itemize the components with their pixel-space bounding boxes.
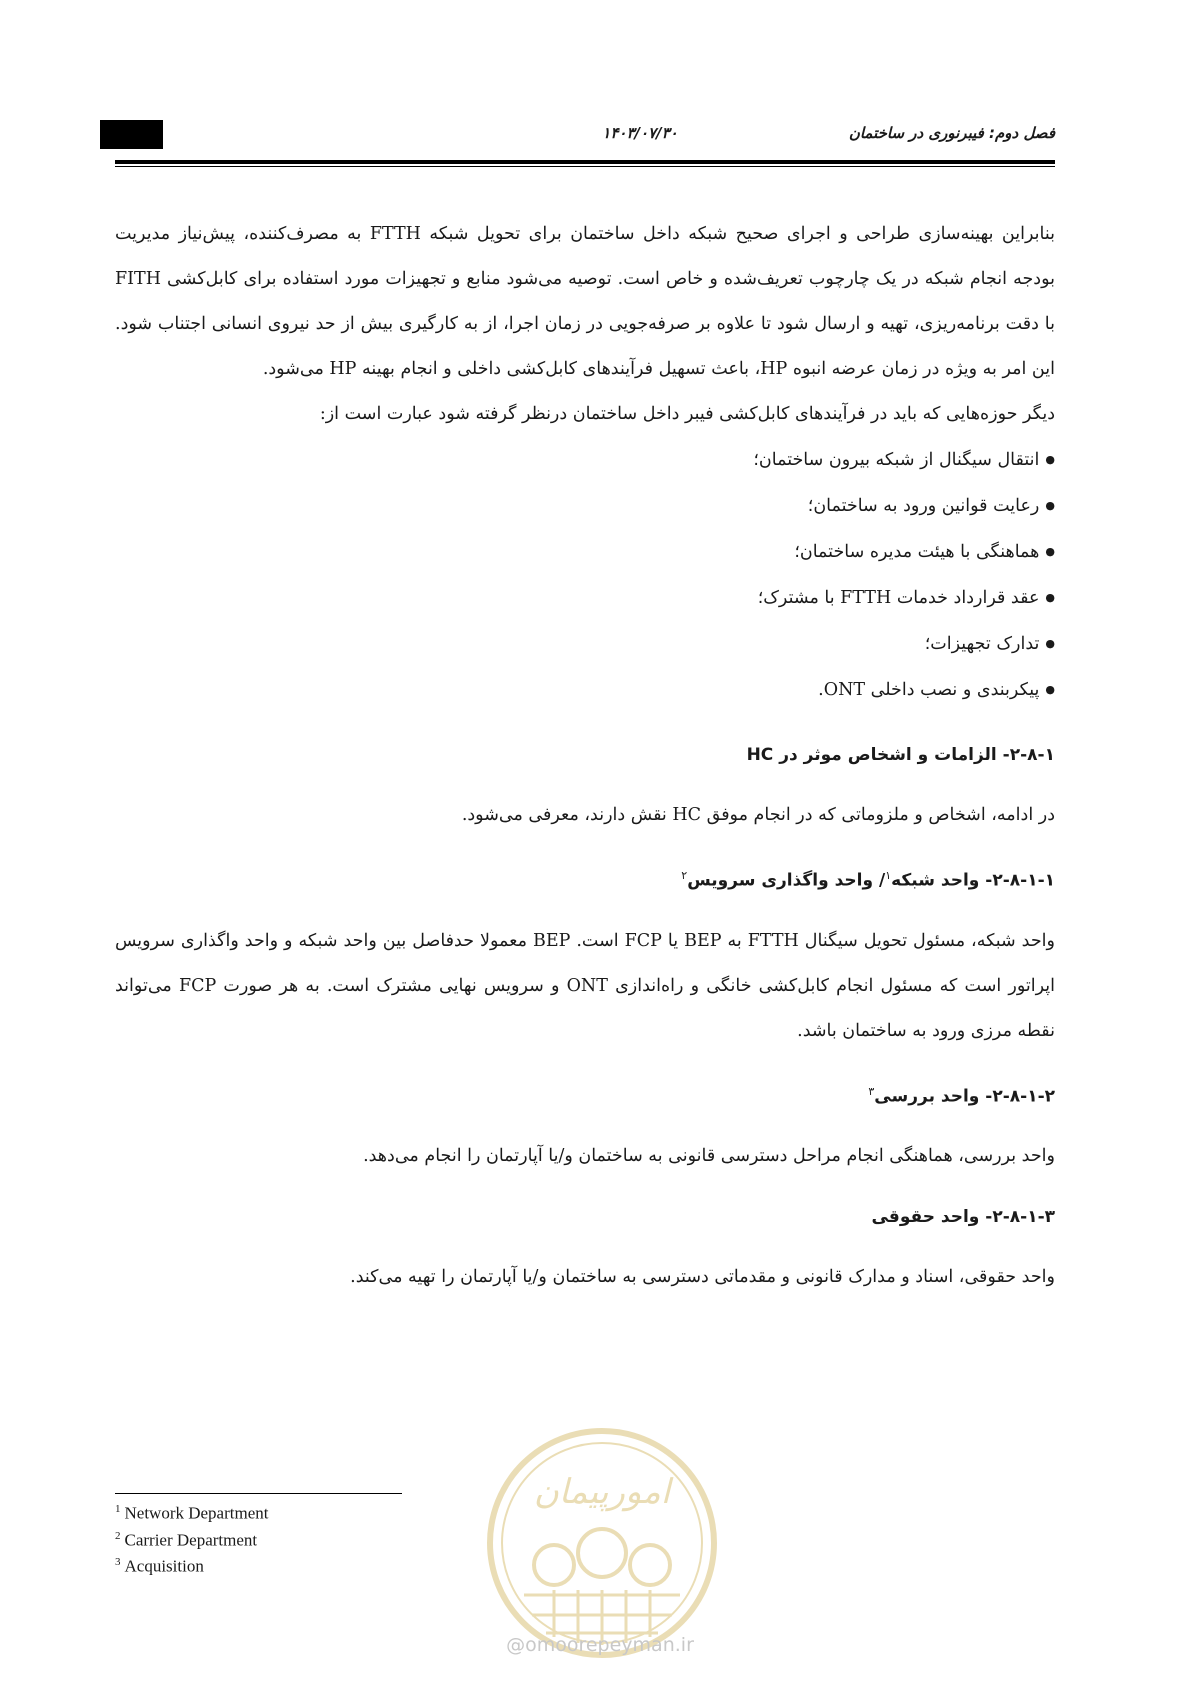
bullet-list: [115, 437, 1055, 713]
list-item: ● تدارک تجهیزات؛: [115, 621, 1055, 667]
list-item: ● هماهنگی با هیئت مدیره ساختمان؛: [115, 529, 1055, 575]
list-item: ● انتقال سیگنال از شبکه بیرون ساختمان؛: [115, 437, 1055, 483]
header-date: ۱۴۰۳/۰۷/۳۰: [602, 124, 678, 142]
footnote-ref: ۲: [681, 869, 688, 882]
footnotes: [115, 1498, 268, 1578]
footnote-item: $^2$ Carrier Department: [115, 1529, 258, 1550]
watermark-url: @omoorepeyman.ir: [506, 1634, 694, 1656]
section-paragraph: در ادامه، اشخاص و ملزوماتی که در انجام موفق HC نقش دارند، معرفی می‌شود.: [461, 805, 1055, 825]
header-rule-thick: [115, 160, 1055, 164]
page-number-box: [100, 120, 163, 149]
subsection-heading-legal: ۲-۸-۱-۳- واحد حقوقی: [871, 1207, 1055, 1228]
subsection-heading-network: ۲-۸-۱-۱- واحد شبکه$^۱$/ واحد واگذاری سرویس$^۲$: [681, 869, 1055, 891]
list-intro: دیگر حوزه‌هایی که باید در فرآیندهای کابل‌کشی فیبر داخل ساختمان درنظر گرفته شود عبارت است از:: [319, 404, 1055, 424]
watermark-logo-text: امورپیمان: [533, 1472, 671, 1512]
list-item: ● عقد قرارداد خدمات FTTH با مشترک؛: [115, 575, 1055, 621]
footnote-ref: ۱: [885, 869, 892, 882]
page-header: [100, 118, 1055, 158]
subsection-paragraph-legal: واحد حقوقی، اسناد و مدارک قانونی و مقدماتی دسترسی به ساختمان و/یا آپارتمان را تهیه می‌کند.: [350, 1267, 1055, 1288]
footnote-item: $^1$ Network Department: [115, 1503, 269, 1523]
watermark-logo: [484, 1425, 720, 1661]
header-chapter-title: فصل دوم: فیبرنوری در ساختمان: [848, 124, 1055, 142]
footnote-rule: [115, 1493, 402, 1494]
footnote-item: $^3$ Acquisition: [115, 1556, 204, 1576]
list-item: ● پیکربندی و نصب داخلی ONT.: [115, 667, 1055, 713]
page-content: [115, 212, 1055, 1300]
subsection-paragraph-review: واحد بررسی، هماهنگی انجام مراحل دسترسی قانونی به ساختمان و/یا آپارتمان را انجام می‌دهد.: [363, 1146, 1055, 1167]
intro-paragraph: بنابراین بهینه‌سازی طراحی و اجرای صحیح شبکه داخل ساختمان برای تحویل شبکه FTTH به مصرف‌کننده، پیش‌نیاز مدیریت بودجه انجام شبکه در یک چارچوب تعریف‌شده و خاص است. توصیه می‌شود منابع و تجهیزات مورد استفاده برای کابل‌کشی FITH با دقت برنامه‌ریزی، تهیه و ارسال شود تا علاوه بر صرفه‌جویی در زمان اجرا، از به کارگیری بیش از حد نیروی انسانی اجتناب شود. این امر به ویژه در زمان عرضه انبوه HP، باعث تسهیل فرآیندهای کابل‌کشی داخلی و انجام بهینه HP می‌شود.: [115, 224, 1055, 379]
subsection-paragraph-network: واحد شبکه، مسئول تحویل سیگنال FTTH به BEP یا FCP است. BEP معمولا حدفاصل بین واحد شبکه و واحد واگذاری سرویس اپراتور است که مسئول انجام کابل‌کشی خانگی و راه‌اندازی ONT و سرویس نهایی مشترک است. به هر صورت FCP می‌تواند نقطه مرزی ورود به ساختمان باشد.: [115, 930, 1055, 1041]
list-item: ● رعایت قوانین ورود به ساختمان؛: [115, 483, 1055, 529]
header-rule-thin: [115, 166, 1055, 167]
section-heading: ۲-۸-۱- الزامات و اشخاص موثر در HC: [746, 745, 1055, 765]
subsection-heading-review: ۲-۸-۱-۲- واحد بررسی$^۳$: [868, 1084, 1055, 1107]
footnote-ref: ۳: [868, 1084, 875, 1098]
